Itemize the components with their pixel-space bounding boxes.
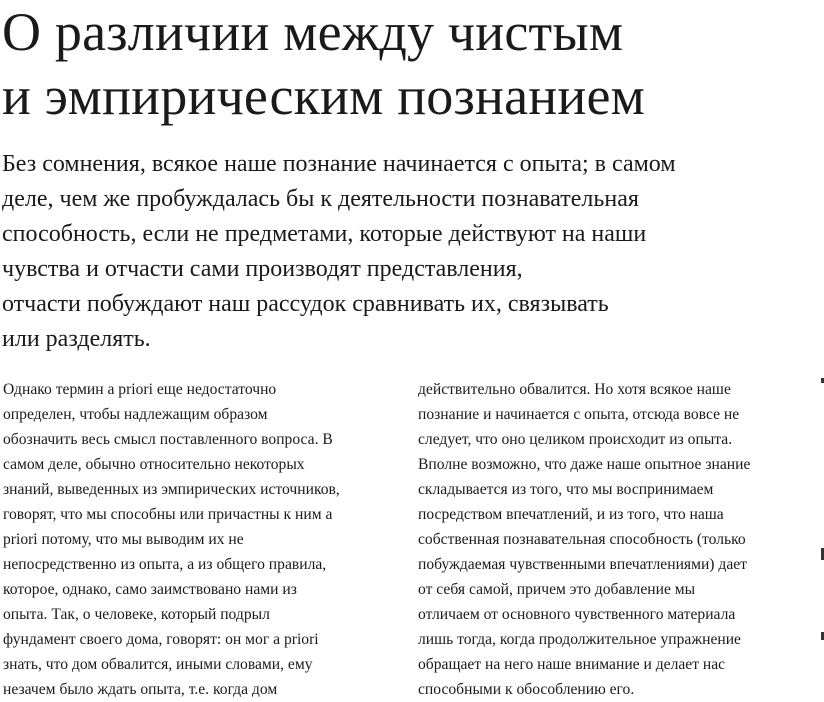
body-line: говорят, что мы способны или причастны к ним a [3,506,333,523]
lead-line: или разделять. [2,326,151,352]
body-line: побуждаемая чувственными впечатлениями) дает [418,556,747,573]
body-line: знаний, выведенных из эмпирических источников, [3,481,340,498]
body-line: фундамент своего дома, говорят: он мог a priori [3,631,319,648]
body-line: отличаем от основного чувственного материала [418,606,736,623]
body-line: которое, однако, само заимствовано нами из [3,581,297,598]
lead-line: отчасти побуждают наш рассудок сравнивать их, связывать [2,291,609,317]
body-line: собственная познавательная способность (только [418,531,746,548]
body-line: priori потому, что мы выводим их не [3,531,244,548]
body-line: складывается из того, что мы воспринимаем [418,481,714,498]
body-line: познание и начинается с опыта, отсюда вовсе не [418,406,740,423]
body-line: знать, что дом обвалится, иными словами, ему [3,656,313,673]
body-line: обозначить весь смысл поставленного вопроса. В [3,431,333,448]
body-line: следует, что оно целиком происходит из опыта. [418,431,733,448]
body-line: непосредственно из опыта, а из общего правила, [3,556,327,573]
body-line: опыта. Так, о человеке, который подрыл [3,606,270,623]
body-line: Вполне возможно, что даже наше опытное знание [418,456,751,473]
body-line: посредством впечатлений, и из того, что наша [418,506,724,523]
title-line: и эмпирическим познанием [2,66,646,126]
lead-line: деле, чем же пробуждалась бы к деятельности познавательная [2,186,639,212]
title-line: О различии между чистым [2,2,624,62]
lead-line: Без сомнения, всякое наше познание начинается с опыта; в самом [2,151,676,177]
body-line: лишь тогда, когда продолжительное упражнение [418,631,741,648]
body-column-right [418,377,818,702]
body-column-left [3,377,413,702]
body-line: от себя самой, причем это добавление мы [418,581,696,598]
body-line: Однако термин a priori еще недостаточно [3,381,277,398]
body-line: способными к обособлению его. [418,681,635,698]
body-line: обращает на него наше внимание и делает нас [418,656,726,673]
lead-line: чувства и отчасти сами производят представления, [2,256,523,282]
body-line: самом деле, обычно относительно некоторых [3,456,305,473]
lead-line: способность, если не предметами, которые действуют на наши [2,221,647,247]
body-line: действительно обвалится. Но хотя всякое наше [418,381,731,398]
body-line: незачем было ждать опыта, т.е. когда дом [3,681,278,698]
lead-paragraph [2,147,822,357]
article-title [2,0,822,128]
body-line: определен, чтобы надлежащим образом [3,406,268,423]
